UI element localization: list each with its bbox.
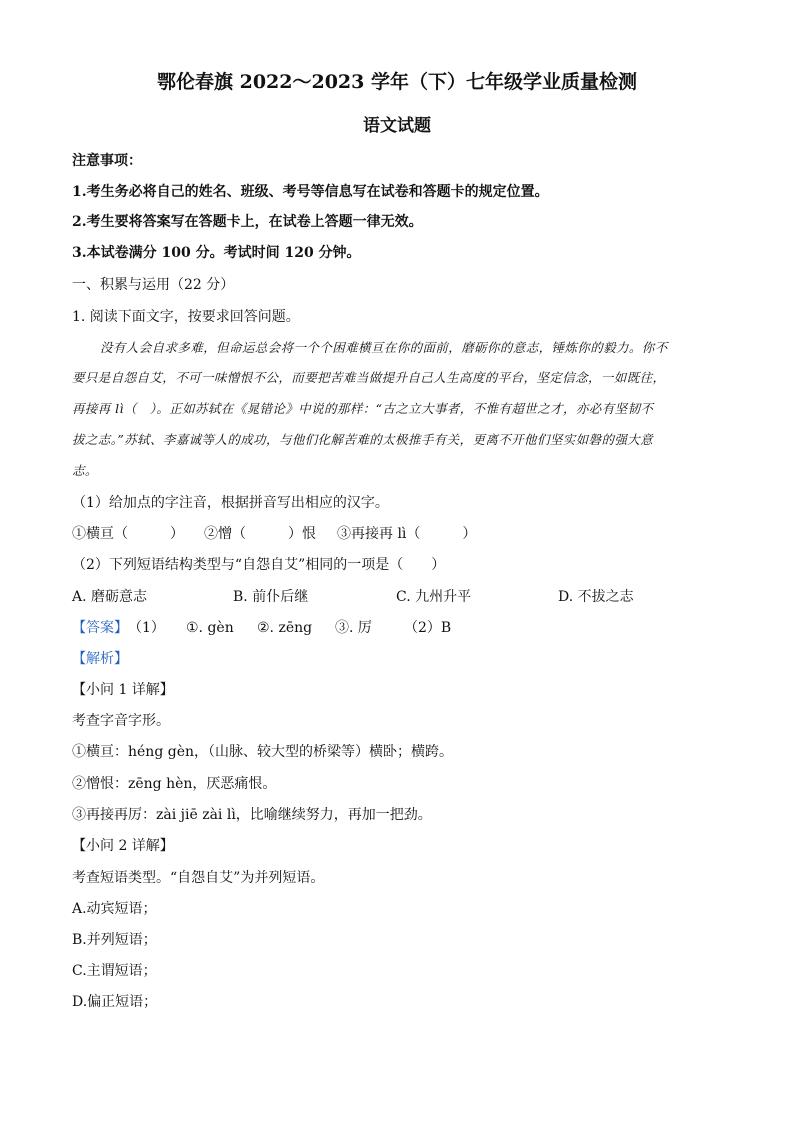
- question-stem: 1. 阅读下面文字，按要求回答问题。: [72, 309, 300, 325]
- passage-line-2: 要只是自怨自艾，不可一味憎恨不公，而要把苦难当做提升自己人生高度的平台，坚定信念，一如既往，: [72, 370, 666, 385]
- passage-line-1: 没有人会自求多难，但命运总会将一个个困难横亘在你的面前，磨砺你的意志，锤炼你的毅力。你不: [100, 340, 668, 355]
- analysis-sub2-label: 【小问 2 详解】: [72, 838, 174, 854]
- answer-part-1: （1）: [128, 620, 165, 636]
- analysis-sub2-line-4: C.主谓短语；: [72, 963, 157, 979]
- page-subtitle: 语文试题: [363, 116, 431, 136]
- answer-part-3: ②. zēng: [257, 620, 313, 636]
- analysis-sub1-line-3: ②憎恨：zēng hèn，厌恶痛恨。: [72, 776, 277, 792]
- passage-line-5: 志。: [72, 463, 98, 478]
- analysis-label: 【解析】: [72, 651, 128, 667]
- analysis-sub2-line-1: 考查短语类型。“自怨自艾”为并列短语。: [72, 870, 325, 886]
- notice-item-2: 2.考生要将答案写在答题卡上，在试卷上答题一律无效。: [72, 214, 423, 230]
- analysis-sub2-line-5: D.偏正短语；: [72, 994, 158, 1010]
- notice-heading: 注意事项：: [72, 153, 142, 169]
- page-title: 鄂伦春旗 2022～2023 学年（下）七年级学业质量检测: [157, 71, 637, 93]
- section-heading: 一、积累与运用（22 分）: [72, 277, 235, 293]
- passage-line-4: 拔之志。”苏轼、李嘉诚等人的成功，与他们化解苦难的太极推手有关，更离不开他们坚实如磐的强大意: [72, 432, 654, 447]
- notice-item-3: 3.本试卷满分 100 分。考试时间 120 分钟。: [72, 245, 361, 261]
- analysis-sub1-line-1: 考查字音字形。: [72, 713, 170, 729]
- answer-part-2: ①. gèn: [186, 620, 234, 636]
- answer-part-5: （2）B: [404, 620, 452, 636]
- option-a: A. 磨砺意志: [72, 589, 148, 605]
- option-d: D. 不拔之志: [558, 589, 634, 605]
- sub1-item-2: ②憎（ ）恨: [204, 526, 316, 542]
- answer-part-4: ③. 厉: [335, 620, 372, 636]
- sub1-item-1: ①横亘（ ）: [72, 526, 184, 542]
- passage-line-3: 再接再 lì（ ）。正如苏轼在《晁错论》中说的那样：“古之立大事者，不惟有超世之才，亦必有坚韧不: [72, 401, 654, 416]
- answer-label: 【答案】: [72, 620, 128, 636]
- analysis-sub2-line-3: B.并列短语；: [72, 932, 157, 948]
- sub-question-2: （2）下列短语结构类型与“自怨自艾”相同的一项是（ ）: [72, 557, 446, 573]
- analysis-sub2-line-2: A.动宾短语；: [72, 901, 157, 917]
- sub1-item-3: ③再接再 lì（ ）: [337, 526, 477, 542]
- option-c: C. 九州升平: [396, 589, 472, 605]
- analysis-sub1-line-4: ③再接再厉：zài jiē zài lì，比喻继续努力，再加一把劲。: [72, 807, 432, 823]
- analysis-sub1-label: 【小问 1 详解】: [72, 682, 174, 698]
- analysis-sub1-line-2: ①横亘：héng gèn，（山脉、较大型的桥梁等）横卧；横跨。: [72, 744, 453, 760]
- sub-question-1: （1）给加点的字注音，根据拼音写出相应的汉字。: [72, 495, 389, 511]
- notice-item-1: 1.考生务必将自己的姓名、班级、考号等信息写在试卷和答题卡的规定位置。: [72, 184, 549, 200]
- option-b: B. 前仆后继: [233, 589, 309, 605]
